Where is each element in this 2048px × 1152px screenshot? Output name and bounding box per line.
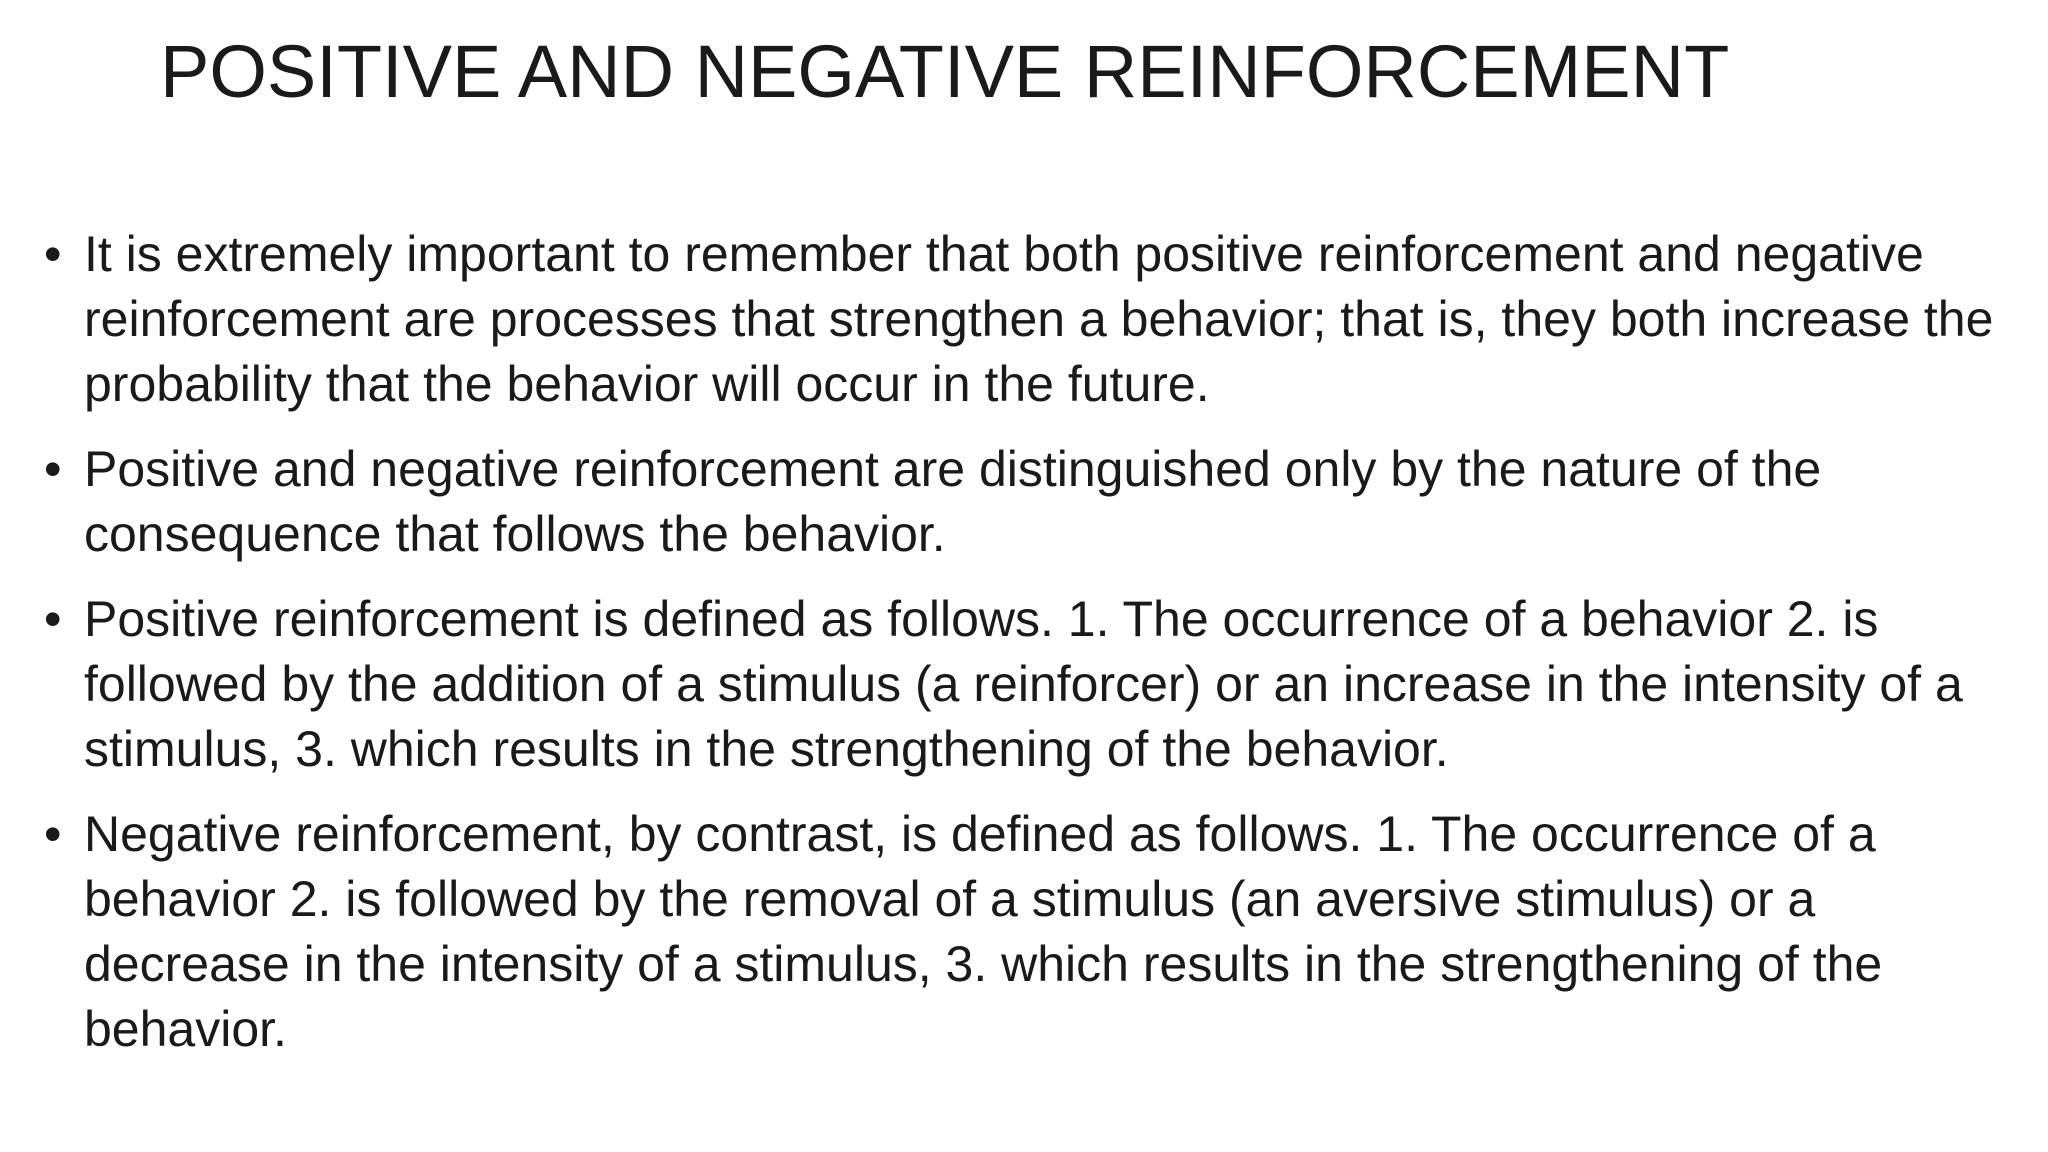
bullet-icon: •	[44, 441, 62, 497]
bullet-text: Positive reinforcement is defined as follows. 1. The occurrence of a behavior 2. is followed by the addition of a stimulus (a reinforcer) or an increase in the intensity of a stimulus, 3. which results in the strengthening of the behavior.	[84, 591, 1963, 777]
bullet-icon: •	[44, 226, 62, 282]
bullet-list	[36, 222, 2016, 1082]
bullet-text: It is extremely important to remember that both positive reinforcement and negative reinforcement are processes that strengthen a behavior; that is, they both increase the probability that the behavior will occur in the future.	[84, 226, 1994, 412]
bullet-text: Positive and negative reinforcement are distinguished only by the nature of the consequence that follows the behavior.	[84, 441, 1822, 562]
bullet-icon: •	[44, 806, 62, 862]
bullet-text: Negative reinforcement, by contrast, is defined as follows. 1. The occurrence of a behavior 2. is followed by the removal of a stimulus (an aversive stimulus) or a decrease in the intensity of a stimulus, 3. which results in the strengthening of the behavior.	[84, 806, 1883, 1057]
bullet-item	[36, 587, 2016, 782]
slide-title: POSITIVE AND NEGATIVE REINFORCEMENT	[160, 30, 1730, 113]
bullet-item	[36, 802, 2016, 1062]
bullet-icon: •	[44, 591, 62, 647]
bullet-item	[36, 437, 2016, 567]
bullet-item	[36, 222, 2016, 417]
